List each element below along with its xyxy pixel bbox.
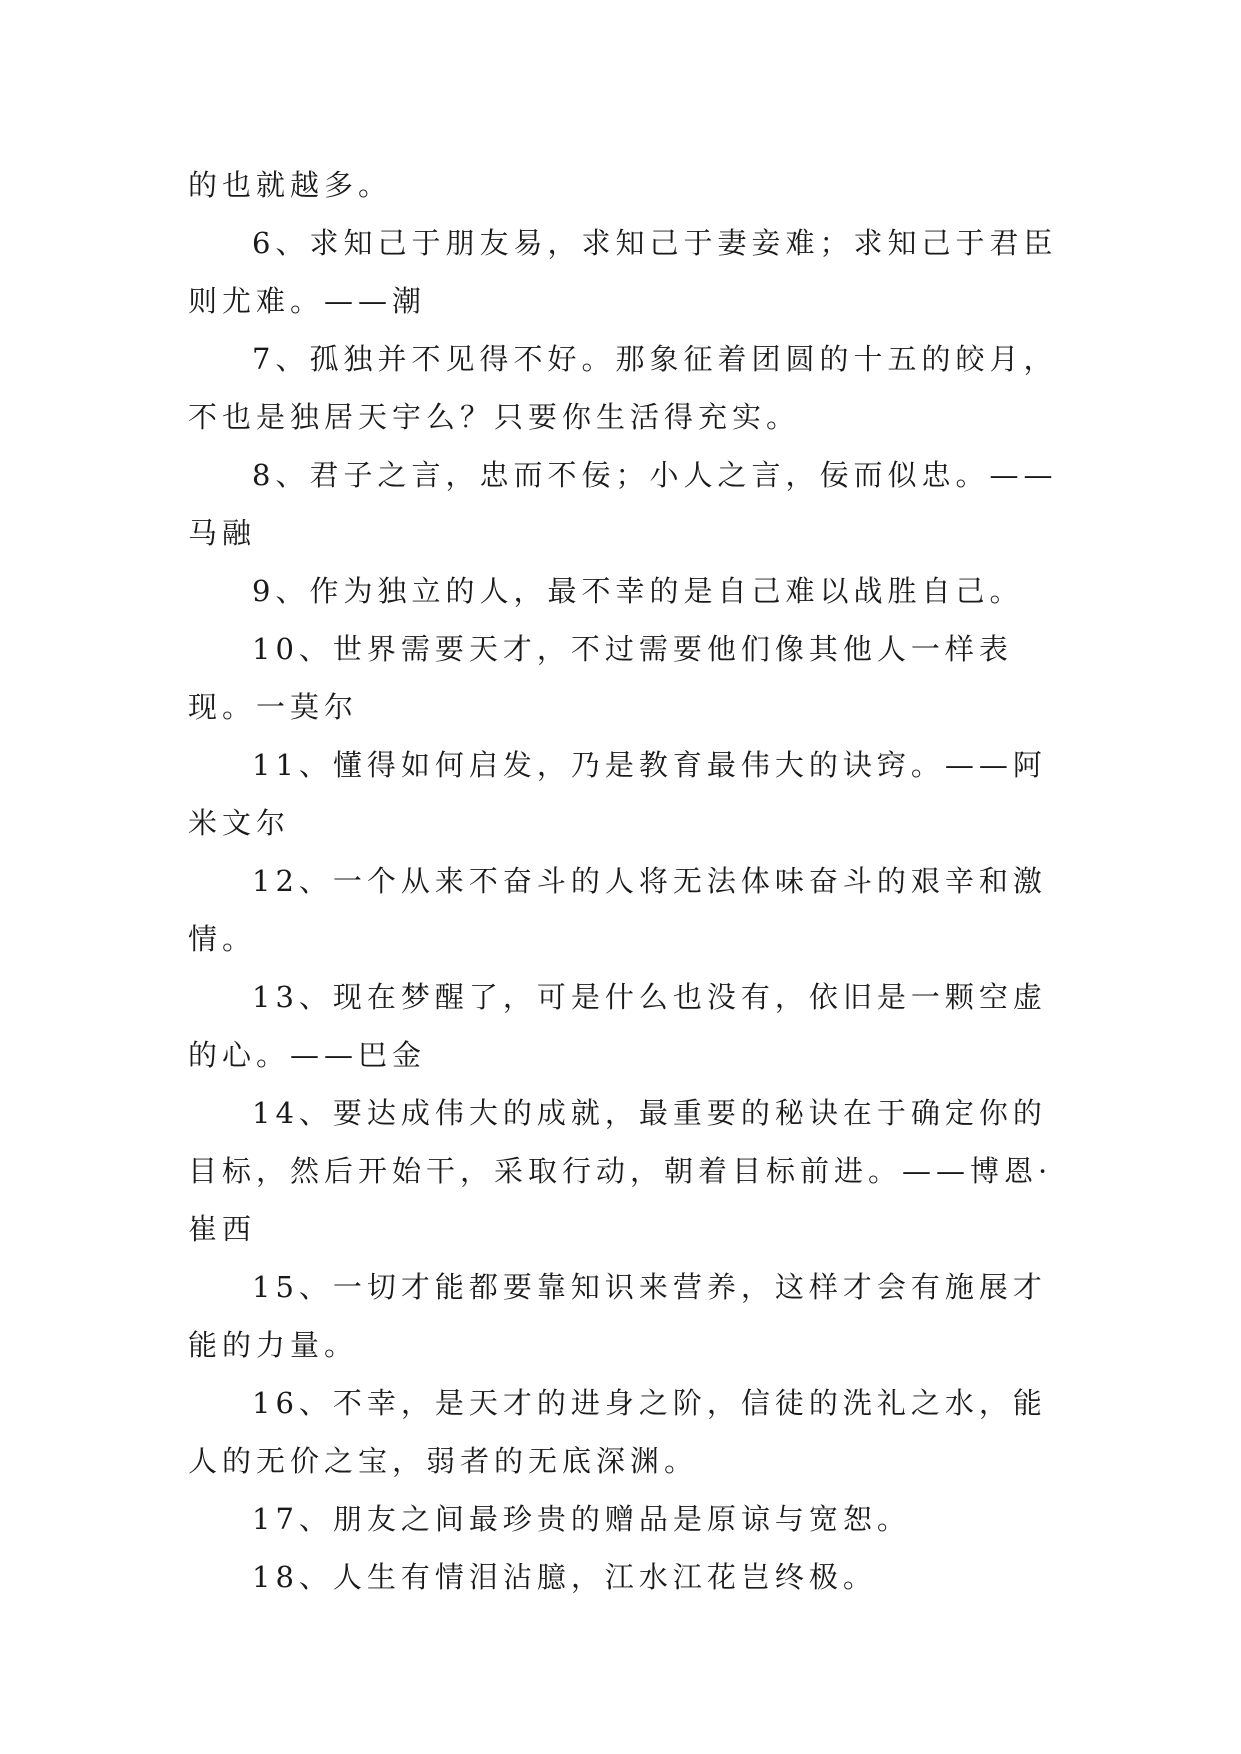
quote-16: 16、不幸，是天才的进身之阶，信徒的洗礼之水，能人的无价之宝，弱者的无底深渊。 bbox=[188, 1386, 1047, 1478]
quote-12: 12、一个从来不奋斗的人将无法体味奋斗的艰辛和激情。 bbox=[188, 864, 1047, 956]
quote-18: 18、人生有情泪沾臆，江水江花岂终极。 bbox=[252, 1560, 877, 1594]
quote-17: 17、朋友之间最珍贵的赠品是原谅与宽恕。 bbox=[252, 1502, 911, 1536]
quote-6: 6、求知己于朋友易，求知己于妻妾难；求知己于君臣则尤难。——潮 bbox=[188, 226, 1058, 318]
quote-13: 13、现在梦醒了，可是什么也没有，依旧是一颗空虚的心。——巴金 bbox=[188, 980, 1047, 1072]
quote-9: 9、作为独立的人，最不幸的是自己难以战胜自己。 bbox=[252, 574, 1024, 608]
paragraph-continuation: 的也就越多。 bbox=[188, 168, 393, 202]
quote-14: 14、要达成伟大的成就，最重要的秘诀在于确定你的目标，然后开始干，采取行动，朝着目标前进。——博恩·崔西 bbox=[188, 1096, 1053, 1246]
quote-8: 8、君子之言，忠而不佞；小人之言，佞而似忠。——马融 bbox=[188, 458, 1058, 550]
quote-list bbox=[188, 156, 1068, 1606]
quote-10: 10、世界需要天才，不过需要他们像其他人一样表现。一莫尔 bbox=[188, 632, 1013, 724]
quote-15: 15、一切才能都要靠知识来营养，这样才会有施展才能的力量。 bbox=[188, 1270, 1047, 1362]
quote-11: 11、懂得如何启发，乃是教育最伟大的诀窍。——阿米文尔 bbox=[188, 748, 1047, 840]
quote-7: 7、孤独并不见得不好。那象征着团圆的十五的皎月，不也是独居天宇么？只要你生活得充实。 bbox=[188, 342, 1058, 434]
